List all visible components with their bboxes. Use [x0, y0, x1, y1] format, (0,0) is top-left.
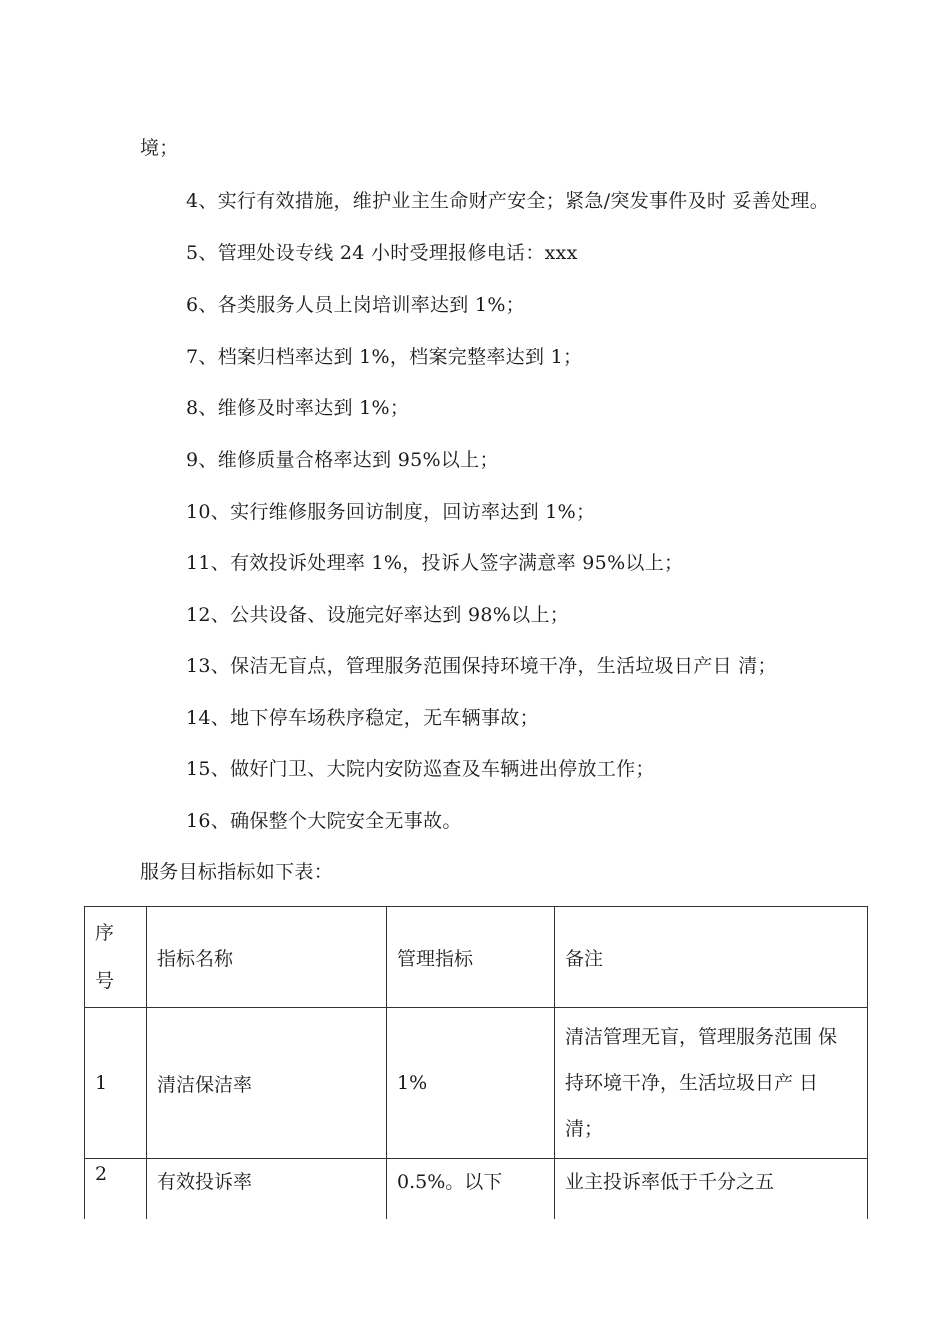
header-target: 管理指标 — [387, 907, 555, 1008]
header-note: 备注 — [555, 907, 868, 1008]
service-target-table — [84, 906, 868, 1219]
list-item: 12、公共设备、设施完好率达到 98%以上； — [186, 604, 570, 626]
table-row — [85, 1159, 868, 1220]
note-line: 清； — [565, 1118, 604, 1140]
table-row — [85, 1008, 868, 1159]
cell-name: 清洁保洁率 — [147, 1008, 387, 1159]
cell-no: 1 — [85, 1008, 147, 1159]
list-item: 11、有效投诉处理率 1%，投诉人签字满意率 95%以上； — [186, 552, 684, 574]
list-item: 6、各类服务人员上岗培训率达到 1%； — [186, 294, 525, 316]
list-item: 16、确保整个大院安全无事故。 — [186, 810, 462, 832]
continuation-text: 境； — [140, 137, 179, 159]
note-line: 业主投诉率低于千分之五 — [565, 1171, 775, 1193]
header-no-line: 号 — [95, 970, 115, 992]
list-item: 15、做好门卫、大院内安防巡查及车辆进出停放工作； — [186, 758, 655, 780]
list-item: 9、维修质量合格率达到 95%以上； — [186, 449, 499, 471]
cell-target: 0.5%。以下 — [387, 1159, 555, 1220]
cell-target: 1% — [387, 1008, 555, 1159]
cell-note — [555, 1159, 868, 1220]
header-no-line: 序 — [95, 922, 115, 944]
cell-no: 2 — [85, 1159, 147, 1220]
list-item: 5、管理处设专线 24 小时受理报修电话：xxx — [186, 242, 578, 264]
note-line: 清洁管理无盲，管理服务范围 保 — [565, 1026, 838, 1048]
list-item: 10、实行维修服务回访制度，回访率达到 1%； — [186, 501, 596, 523]
header-name: 指标名称 — [147, 907, 387, 1008]
table-intro: 服务目标指标如下表： — [140, 861, 334, 883]
cell-note — [555, 1008, 868, 1159]
header-no — [85, 907, 147, 1008]
list-item: 8、维修及时率达到 1%； — [186, 397, 410, 419]
list-item: 14、地下停车场秩序稳定，无车辆事故； — [186, 707, 539, 729]
list-item: 13、保洁无盲点，管理服务范围保持环境干净，生活垃圾日产日 清； — [186, 655, 777, 677]
list-item: 4、实行有效措施，维护业主生命财产安全；紧急/突发事件及时 妥善处理。 — [186, 190, 830, 212]
table-header-row — [85, 907, 868, 1008]
cell-name: 有效投诉率 — [147, 1159, 387, 1220]
note-line: 持环境干净，生活垃圾日产 日 — [565, 1072, 819, 1094]
list-item: 7、档案归档率达到 1%，档案完整率达到 1； — [186, 346, 583, 368]
